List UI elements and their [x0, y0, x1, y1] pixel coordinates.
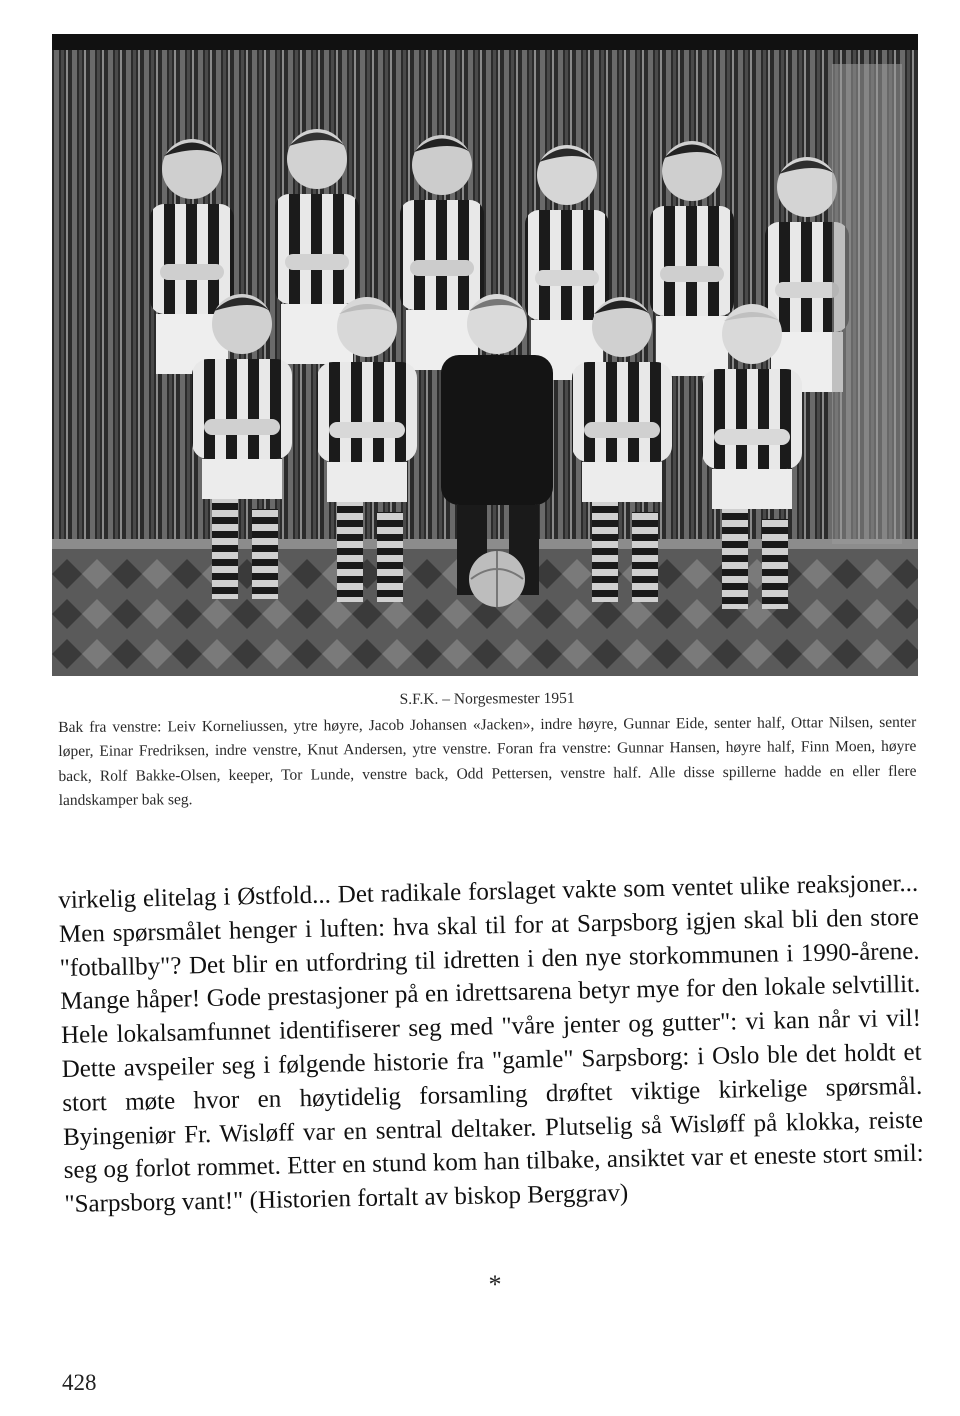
page-number: 428	[62, 1370, 97, 1395]
team-photo	[52, 34, 918, 676]
body-paragraph: virkelig elitelag i Østfold... Det radikale forslaget vakte som ventet ulike reaksjoner... Men spørsmålet henger i luften: hva skal til for at Sarpsborg igjen skal bli den store "fotballby"? Det blir en utfordring til idretten i den nye storkommunen i 1990-årene. Mange håper! Gode prestasjoner på en idrettsarena betyr mye for den lokale selvtillit. Hele lokalsamfunnet identifiserer seg med "våre jenter og gutter": vi kan når vi vil! Dette avspeiler seg i følgende historie fra "gamle" Sarpsborg: i Oslo ble det holdt et stort møte hvor en høytidelig forsamling drøftet viktige kirkelige spørsmål. Byingeniør Fr. Wisløff var en sentral deltaker. Plutselig så Wisløff på klokka, reiste seg og forlot rommet. Etter en stund kom han tilbake, ansiktet var et eneste stort smil: "Sarpsborg vant!" (Historien fortalt av biskop Berggrav)	[58, 869, 924, 1219]
section-separator: *	[488, 1270, 502, 1299]
photo-caption	[58, 685, 917, 814]
caption-title: S.F.K. – Norgesmester 1951	[399, 689, 575, 708]
team-photo-icon	[52, 34, 918, 676]
body-text	[58, 867, 925, 1222]
caption-body: Bak fra venstre: Leiv Korneliussen, ytre høyre, Jacob Johansen «Jacken», indre høyre, Gunnar Eide, senter half, Ottar Nilsen, senter løper, Einar Fredriksen, indre venstre, Knut Andersen, ytre venstre. Foran fra venstre: Gunnar Hansen, høyre half, Finn Moen, høyre back, Rolf Bakke-Olsen, keeper, Tor Lunde, venstre back, Odd Pettersen, venstre half. Alle disse spillerne hadde en eller flere landskamper bak seg.	[58, 713, 917, 809]
